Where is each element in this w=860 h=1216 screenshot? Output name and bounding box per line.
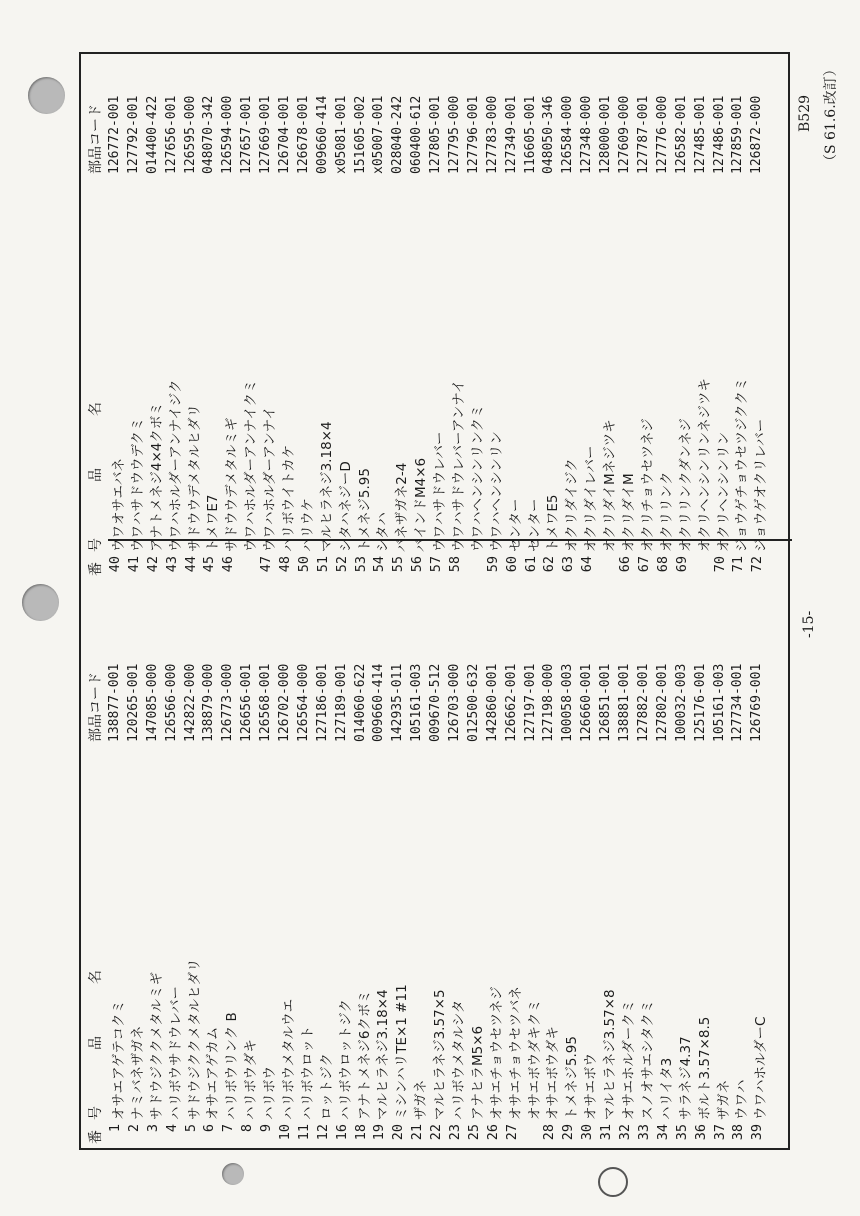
header-num: 番号 (88, 1096, 104, 1144)
table-row (182, 620, 201, 1150)
part-name: サドウウデメタルミギ (224, 417, 241, 552)
part-number: 30 (579, 1124, 596, 1141)
part-name: マルヒラネジ3.18×4 (318, 421, 335, 552)
table-row (106, 620, 125, 1150)
part-number: 40 (107, 556, 123, 573)
table-row (692, 52, 711, 582)
part-name: オクリリンクダンネジ (677, 418, 694, 552)
part-number: 45 (201, 556, 218, 573)
part-code: 127882-001 (635, 663, 651, 742)
table-row (484, 52, 503, 582)
revision-note: （S 61.6.改訂） (823, 62, 839, 168)
table-row (692, 620, 711, 1150)
part-number: 21 (409, 1124, 426, 1141)
table-row (370, 620, 392, 1150)
table-row (616, 620, 638, 1150)
table-row (200, 620, 222, 1150)
part-name: マルヒラネジ3.18×4 (375, 989, 392, 1120)
part-code: 126851-001 (598, 663, 614, 742)
header-name: 品名 (88, 350, 104, 482)
table-row (540, 620, 562, 1150)
part-name: スノオサエシタクミ (639, 999, 656, 1120)
part-name: サラネジ4.37 (677, 1036, 694, 1120)
table-row (408, 620, 430, 1150)
part-name: ウワハヘンシンリンクミ (469, 404, 486, 552)
parts-rows-right (106, 52, 770, 582)
header-code: 部品コード (88, 672, 104, 742)
table-row (163, 620, 182, 1150)
part-code: 142822-000 (182, 663, 198, 742)
table-row (748, 52, 770, 582)
part-number: 35 (673, 1124, 690, 1141)
part-name: シタハネジーD (337, 461, 354, 552)
table-row (522, 620, 541, 1150)
table-row (503, 52, 522, 582)
part-name: オサエアゲカム (205, 1026, 222, 1120)
table-row (125, 52, 144, 582)
part-number: 28 (541, 1124, 558, 1141)
table-row (389, 620, 411, 1150)
table-row (389, 52, 411, 582)
part-number: 51 (314, 556, 331, 573)
part-name: ハリボウサドウレバー (167, 985, 184, 1120)
part-number: 47 (258, 556, 275, 573)
part-code: 127792-001 (125, 95, 141, 174)
binder-hole-top (28, 77, 65, 114)
part-code: 126872-000 (749, 95, 765, 174)
part-code: 127609-000 (617, 95, 633, 174)
table-row (711, 620, 730, 1150)
part-number: 43 (163, 556, 180, 573)
part-code: 014060-622 (352, 663, 368, 742)
part-name: オクリダイレバー (583, 445, 600, 552)
table-row (654, 620, 673, 1150)
part-code: 127787-001 (635, 95, 651, 174)
part-code: 126566-000 (163, 663, 179, 742)
part-number: 37 (711, 1124, 728, 1141)
table-row (238, 620, 260, 1150)
table-row (314, 52, 333, 582)
part-number: 61 (522, 556, 539, 573)
table-row (106, 52, 125, 582)
table-row (144, 52, 163, 582)
rotated-parts-list (79, 52, 839, 1150)
table-row (333, 52, 352, 582)
part-code: 126584-000 (560, 95, 576, 174)
part-number: 44 (182, 556, 199, 573)
table-row (446, 52, 468, 582)
table-row (711, 52, 730, 582)
part-name: シタハ (375, 512, 392, 552)
part-number: 39 (749, 1124, 766, 1141)
part-code: 127669-001 (258, 95, 274, 174)
part-name: ウワハホルダーC (753, 1016, 770, 1120)
part-number: 60 (503, 556, 520, 573)
part-number: 20 (390, 1124, 407, 1141)
part-name: アナトメネジ4×4クボミ (148, 402, 165, 552)
parts-table-left (79, 620, 790, 1150)
table-row (559, 620, 581, 1150)
part-code: 127796-001 (465, 95, 481, 174)
part-name: オクリヘンシンリンネジツキ (696, 378, 713, 552)
part-number: 48 (277, 556, 294, 573)
table-row (673, 52, 692, 582)
table-row (314, 620, 333, 1150)
part-name: ハリボウメタルシタ (451, 999, 468, 1120)
part-code: 142860-001 (484, 663, 500, 742)
part-code: 138877-001 (107, 663, 122, 742)
part-name: ウワハサドウウデクミ (129, 417, 146, 552)
part-number: 9 (258, 1124, 275, 1133)
part-code: 127805-001 (428, 95, 444, 174)
table-row (182, 52, 201, 582)
table-row (465, 52, 484, 582)
part-number: 56 (409, 556, 426, 573)
part-number: 68 (654, 556, 671, 573)
part-name: サドウジククメタルヒダリ (186, 958, 203, 1120)
part-number: 34 (654, 1124, 671, 1141)
part-name: オサエアゲテコクミ (111, 999, 127, 1120)
part-name: バインドM4×6 (413, 457, 430, 552)
part-name: アナヒラM5×6 (469, 1025, 486, 1120)
part-code: 127657-001 (239, 95, 255, 174)
document-code: B529 (797, 94, 813, 132)
part-number: 36 (692, 1124, 709, 1141)
table-row (257, 52, 279, 582)
part-name: トメネジ5.95 (564, 1036, 581, 1120)
part-code: 105161-003 (711, 663, 727, 742)
part-code: 127186-001 (314, 663, 330, 742)
part-code: 120265-001 (125, 663, 141, 742)
part-code: 100058-003 (560, 663, 576, 742)
table-row (276, 52, 298, 582)
part-code: 126564-000 (295, 663, 311, 742)
part-name: ハリボウメタルウエ (281, 998, 298, 1120)
part-code: 127783-000 (484, 95, 500, 174)
part-name: オサエチョウセツバネ (507, 986, 524, 1120)
part-code: 009660-414 (371, 663, 387, 742)
table-row (125, 620, 144, 1150)
table-row (352, 620, 371, 1150)
part-name: ウワハサドウレバー (432, 431, 449, 552)
part-number: 16 (333, 1124, 350, 1141)
part-number: 72 (749, 556, 766, 573)
table-row (673, 620, 692, 1150)
part-number: 1 (107, 1124, 123, 1133)
part-name: ウワハヘンシンリン (488, 431, 505, 552)
part-number: 41 (125, 556, 142, 573)
part-number: 52 (333, 556, 350, 573)
part-code: 105161-003 (409, 663, 425, 742)
part-code: 126769-001 (749, 663, 765, 742)
part-code: 126773-000 (220, 663, 236, 742)
page-number: -15- (801, 610, 817, 638)
part-number: 70 (711, 556, 728, 573)
part-code: 100032-003 (673, 663, 689, 742)
part-code: 012500-632 (465, 663, 481, 742)
part-code: 126772-001 (107, 95, 122, 174)
header-name: 品名 (88, 918, 104, 1050)
part-number: 67 (635, 556, 652, 573)
part-number: 62 (541, 556, 558, 573)
table-row (484, 620, 503, 1150)
part-name: トメネジ5.95 (356, 468, 373, 552)
part-code: 126656-001 (239, 663, 255, 742)
part-code: 116605-001 (522, 95, 538, 174)
part-code: 048070-342 (201, 95, 217, 174)
table-row (654, 52, 673, 582)
part-name: ハリボウ (262, 1066, 279, 1120)
part-number: 55 (390, 556, 407, 573)
part-name: ハリイタ3 (658, 1057, 675, 1120)
parts-rows-left (106, 620, 770, 1150)
part-name: アナトメネジ6クボミ (356, 990, 373, 1120)
part-name: マルヒラネジ3.57×5 (432, 989, 449, 1120)
table-row (446, 620, 468, 1150)
part-code: 138881-001 (617, 663, 633, 742)
part-name: オサエボウダキクミ (526, 999, 543, 1120)
binder-hole-outline (598, 1167, 628, 1197)
table-row (144, 620, 163, 1150)
part-code: x05081-001 (333, 95, 349, 174)
part-number: 5 (182, 1124, 199, 1133)
part-name: オサエボウ (583, 1053, 600, 1120)
part-code: 127348-000 (579, 95, 595, 174)
part-code: 126678-001 (295, 95, 311, 174)
table-row (635, 620, 654, 1150)
table-row (729, 52, 751, 582)
part-number: 12 (314, 1124, 331, 1141)
table-row (503, 620, 522, 1150)
part-name: トメワE7 (205, 494, 222, 552)
part-name: オクリダイMネジツキ (602, 419, 619, 552)
table-row (238, 52, 260, 582)
part-number: 27 (503, 1124, 520, 1141)
part-name: オクリダイジク (564, 458, 581, 552)
part-code: 060400-612 (409, 95, 425, 174)
part-code: 127198-000 (541, 663, 557, 742)
part-number: 59 (484, 556, 501, 573)
part-code: 127734-001 (730, 663, 746, 742)
table-row (163, 52, 182, 582)
part-code: 126594-000 (220, 95, 236, 174)
part-name: オクリダイM (621, 473, 638, 552)
part-number: 32 (617, 1124, 634, 1141)
table-row (522, 52, 541, 582)
part-name: オサエホルダークミ (621, 999, 638, 1120)
part-name: オサエボウダキ (545, 1026, 562, 1120)
part-name: バネザガネ2-4 (394, 462, 411, 552)
part-name: ザガネ (715, 1079, 732, 1120)
part-code: 127859-001 (730, 95, 746, 174)
table-row (427, 52, 449, 582)
part-code: 127486-001 (711, 95, 727, 174)
table-row (219, 52, 241, 582)
part-code: 126702-000 (277, 663, 293, 742)
part-name: ザガネ (413, 1079, 430, 1120)
part-number: 57 (428, 556, 445, 573)
part-name: ロットジク (318, 1053, 335, 1120)
part-number: 54 (371, 556, 388, 573)
part-name: ジョウゲチョウセツジククミ (734, 377, 751, 552)
table-row (352, 52, 371, 582)
part-code: 127776-000 (654, 95, 670, 174)
part-name: ハリボウリンク B (224, 1012, 241, 1120)
part-code: 126662-001 (503, 663, 519, 742)
part-number: 11 (295, 1124, 312, 1141)
table-row (219, 620, 241, 1150)
part-name: ハリボウイトカケ (281, 444, 298, 552)
part-code: 127656-001 (163, 95, 179, 174)
part-number: 66 (617, 556, 634, 573)
part-code: 126703-000 (447, 663, 463, 742)
part-code: 127197-001 (522, 663, 538, 742)
binder-hole-middle (22, 584, 59, 621)
part-code: 126568-001 (258, 663, 274, 742)
table-row (200, 52, 222, 582)
table-row (578, 52, 600, 582)
parts-table-right (79, 52, 790, 582)
part-number: 18 (352, 1124, 369, 1141)
part-number: 8 (239, 1124, 256, 1133)
part-name: ハリボウロット (299, 1025, 316, 1120)
part-number: 22 (428, 1124, 445, 1141)
part-name: オクリリンク (658, 471, 675, 552)
part-name: トメワE5 (545, 494, 562, 552)
part-name: ジョウゲオクリレバー (753, 418, 770, 552)
part-name: オサエチョウセツネジ (488, 986, 505, 1120)
part-name: ミシンハリTE×1 #11 (394, 984, 411, 1120)
part-number: 33 (635, 1124, 652, 1141)
part-code: 126582-001 (673, 95, 689, 174)
part-name: ハリボウロットジク (337, 999, 354, 1120)
table-row (295, 620, 314, 1150)
part-number: 4 (163, 1124, 180, 1133)
header-code: 部品コード (88, 104, 104, 174)
binder-hole-bottom (222, 1163, 244, 1185)
part-name: サドウウデメタルヒダリ (186, 404, 203, 552)
part-number: 38 (730, 1124, 747, 1141)
table-row (276, 620, 298, 1150)
part-code: 127802-001 (654, 663, 670, 742)
part-code: 126595-000 (182, 95, 198, 174)
part-name: オクリヘンシンリン (715, 431, 732, 552)
part-number: 6 (201, 1124, 218, 1133)
table-row (370, 52, 392, 582)
part-name: ウワハホルダーアンナイクミ (243, 379, 260, 552)
table-row (616, 52, 638, 582)
part-number: 53 (352, 556, 369, 573)
part-code: 127349-001 (503, 95, 519, 174)
part-code: 127189-001 (333, 663, 349, 742)
part-number: 25 (465, 1124, 482, 1141)
part-name: サドウジククメタルミギ (148, 971, 165, 1120)
part-code: 142935-011 (390, 663, 406, 742)
part-code: 009670-512 (428, 663, 444, 742)
part-number: 46 (220, 556, 237, 573)
part-number: 58 (447, 556, 464, 573)
table-row (295, 52, 314, 582)
part-name: ハリボウダキ (243, 1039, 260, 1120)
part-code: 151605-002 (352, 95, 368, 174)
part-name: マルヒラネジ3.57×8 (602, 989, 619, 1120)
table-row (257, 620, 279, 1150)
part-number: 29 (560, 1124, 577, 1141)
part-number: 64 (579, 556, 596, 573)
part-number: 50 (295, 556, 312, 573)
part-number: 69 (673, 556, 690, 573)
part-number: 10 (277, 1124, 294, 1141)
part-number: 19 (371, 1124, 388, 1141)
part-name: ウワハサドウレバーアンナイ (451, 379, 468, 552)
table-row (465, 620, 484, 1150)
part-code: 126704-001 (277, 95, 293, 174)
part-code: 125176-001 (692, 663, 708, 742)
part-code: 048050-346 (541, 95, 557, 174)
header-num: 番号 (88, 528, 104, 576)
part-name: オクリチョウセツネジ (639, 418, 656, 552)
part-code: 127485-001 (692, 95, 708, 174)
part-number: 31 (598, 1124, 615, 1141)
part-number: 7 (220, 1124, 237, 1133)
table-row (597, 52, 619, 582)
table-row (333, 620, 352, 1150)
part-number: 42 (144, 556, 161, 573)
table-row (748, 620, 770, 1150)
part-name: ウワオサエバネ (111, 458, 127, 552)
part-code: 127795-000 (447, 95, 463, 174)
table-row (427, 620, 449, 1150)
part-name: ハリウケ (299, 498, 316, 552)
part-name: ボルト3.57×8.5 (696, 1016, 713, 1120)
part-number: 63 (560, 556, 577, 573)
table-row (597, 620, 619, 1150)
part-number: 71 (730, 556, 747, 573)
part-code: 128000-001 (598, 95, 614, 174)
part-code: 028040-242 (390, 95, 406, 174)
part-name: ウワハ (734, 1079, 751, 1120)
part-name: センター (526, 498, 543, 552)
part-code: 138879-000 (201, 663, 217, 742)
table-row (635, 52, 654, 582)
part-name: ナミバネザガネ (129, 1025, 146, 1120)
part-name: ウワハホルダーアンナイ (262, 406, 279, 552)
part-name: センター (507, 498, 524, 552)
table-row (578, 620, 600, 1150)
part-number: 3 (144, 1124, 161, 1133)
part-code: 014400-422 (144, 95, 160, 174)
part-code: x05007-001 (371, 95, 387, 174)
part-number: 23 (447, 1124, 464, 1141)
part-code: 147085-000 (144, 663, 160, 742)
part-number: 2 (125, 1124, 142, 1133)
part-code: 009660-414 (314, 95, 330, 174)
table-row (729, 620, 751, 1150)
table-row (559, 52, 581, 582)
table-row (540, 52, 562, 582)
part-name: ウワハホルダーアンナイジク (167, 379, 184, 552)
part-number: 26 (484, 1124, 501, 1141)
part-code: 126660-001 (579, 663, 595, 742)
table-row (408, 52, 430, 582)
